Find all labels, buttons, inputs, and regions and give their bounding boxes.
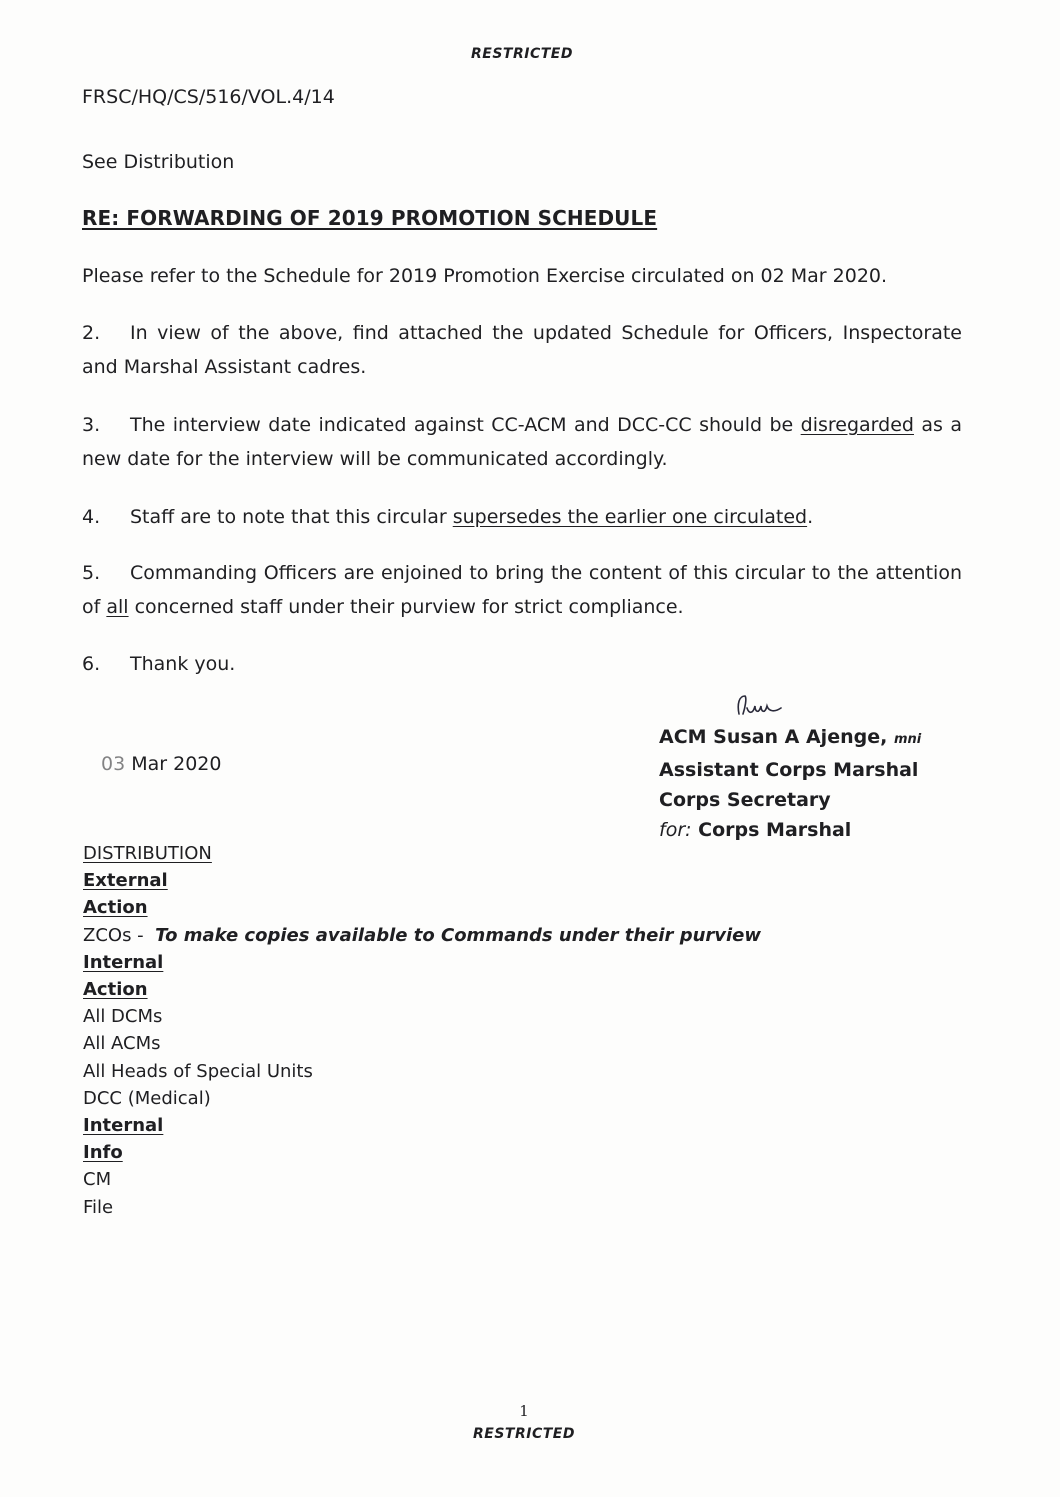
page-number: 1 (519, 1402, 529, 1420)
distribution-info-item: File (83, 1196, 114, 1218)
distribution-action-item: All Heads of Special Units (83, 1060, 313, 1082)
paragraph-6-text: Thank you. (130, 653, 236, 675)
paragraph-5 (82, 556, 962, 624)
paragraph-2-text: In view of the above, find attached the updated Schedule for Officers, Inspectorate and Marshal Assistant cadres. (82, 322, 962, 378)
distribution-external-action: Action (83, 897, 148, 919)
distribution-action-item: All ACMs (83, 1033, 161, 1055)
paragraph-2-number: 2. (82, 322, 101, 344)
reference-number: FRSC/HQ/CS/516/VOL.4/14 (82, 86, 335, 108)
zcos-label: ZCOs - (83, 924, 144, 946)
distribution-internal-2: Internal (83, 1115, 164, 1137)
subject-line: RE: FORWARDING OF 2019 PROMOTION SCHEDULE (82, 206, 658, 230)
zcos-note: To make copies available to Commands under their purview (155, 924, 762, 946)
paragraph-4-underlined: supersedes the earlier one circulated (452, 506, 808, 528)
addressee: See Distribution (82, 151, 235, 173)
distribution-heading: DISTRIBUTION (83, 843, 212, 864)
signatory-name: ACM Susan A Ajenge, (659, 726, 888, 748)
paragraph-5-underlined: all (106, 596, 129, 618)
paragraph-4-text-a: Staff are to note that this circular (130, 506, 453, 528)
signatory-title: Corps Secretary (659, 789, 831, 811)
paragraph-3-text-a: The interview date indicated against CC-ACM and DCC-CC should be (130, 414, 801, 436)
date-month-year: Mar 2020 (125, 753, 222, 775)
paragraph-4-number: 4. (82, 506, 101, 528)
distribution-internal-info: Info (83, 1142, 123, 1164)
handwritten-signature (733, 692, 803, 720)
document-date (101, 753, 221, 775)
paragraph-3-number: 3. (82, 414, 101, 436)
paragraph-4 (82, 500, 962, 534)
signatory-for-label: for: (659, 819, 692, 841)
footer-classification: RESTRICTED (473, 1426, 575, 1442)
distribution-info-item: CM (83, 1169, 112, 1191)
paragraph-3 (82, 408, 962, 476)
paragraph-3-underlined: disregarded (800, 414, 914, 436)
paragraph-6 (82, 647, 962, 681)
paragraph-1 (82, 259, 962, 293)
paragraph-1-text: Please refer to the Schedule for 2019 Promotion Exercise circulated on 02 Mar 2020. (82, 265, 888, 287)
distribution-list (83, 840, 761, 1221)
paragraph-5-text-b: concerned staff under their purview for strict compliance. (128, 596, 684, 618)
paragraph-4-text-b: . (807, 506, 814, 528)
paragraph-5-text-a: Commanding Officers are enjoined to bring the content of this circular to the attention of (82, 562, 962, 618)
distribution-zcos (83, 922, 761, 949)
distribution-external: External (83, 870, 168, 892)
signatory-rank: Assistant Corps Marshal (659, 759, 919, 781)
signatory-for-name: Corps Marshal (691, 819, 852, 841)
date-day: 03 (101, 753, 126, 775)
distribution-internal-1: Internal (83, 951, 164, 973)
distribution-action-item: DCC (Medical) (83, 1087, 211, 1109)
distribution-internal-action: Action (83, 979, 148, 1001)
paragraph-5-number: 5. (82, 562, 101, 584)
signatory-name-line (659, 722, 921, 755)
paragraph-3-text-b: as a new date for the interview will be communicated accordingly. (82, 414, 963, 470)
signature-block (659, 722, 921, 845)
signatory-suffix: mni (893, 732, 922, 747)
paragraph-6-number: 6. (82, 653, 101, 675)
distribution-action-item: All DCMs (83, 1006, 163, 1028)
header-classification: RESTRICTED (471, 46, 573, 62)
paragraph-2 (82, 316, 962, 384)
